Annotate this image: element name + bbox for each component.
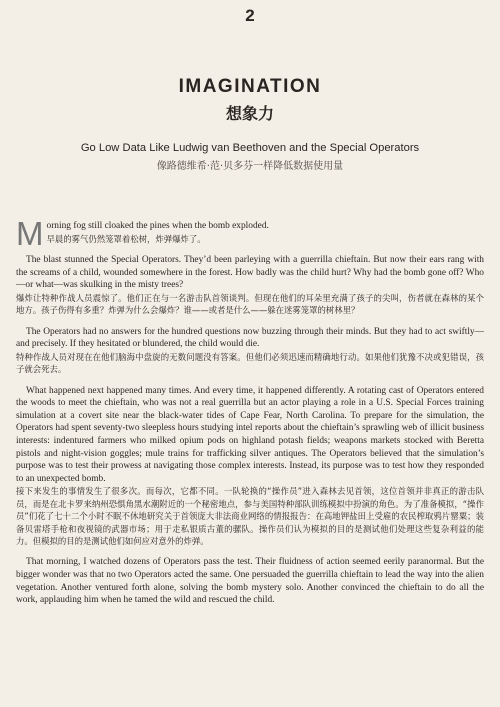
chapter-number: 2 bbox=[245, 6, 255, 25]
paragraph-1-chinese: 早晨的雾气仍然笼罩着松树，炸弹爆炸了。 bbox=[46, 233, 206, 244]
opening-paragraph bbox=[16, 215, 484, 252]
chapter-subtitle-chinese: 像路德维希·范·贝多芬一样降低数据使用量 bbox=[156, 161, 344, 172]
paragraph-3-english: The Operators had no answers for the hundred questions now buzzing through their minds. But they had to act swiftly—and precisely. If they hesitated or blundered, the child would die. bbox=[16, 326, 484, 350]
chapter-title: IMAGINATION bbox=[178, 76, 322, 97]
chapter-body bbox=[16, 215, 484, 607]
paragraph-2-english: The blast stunned the Special Operators. They’d been parleying with a guerrilla chieftain. But now their ears rang with the screams of a child, wounded somewhere in the forest. How badly was the child hurt? Why had the bomb gone off? Who—or what—was skulking in the misty trees? bbox=[16, 255, 484, 291]
paragraph-5-english: That morning, I watched dozens of Operators pass the test. Their fluidness of action seemed eerily paranormal. But the bigger wonder was that no two Operators acted the same. One persuaded the guerrilla chieftain to lead the way into the alien vegetation. Another ventured forth alone, solving the bomb mystery solo. Another convinced the chieftain to do all the work, applauding him when he tamed the wild and rescued the child. bbox=[16, 557, 484, 606]
chapter-subtitle: Go Low Data Like Ludwig van Beethoven and the Special Operators bbox=[80, 142, 420, 154]
paragraph-2-chinese: 爆炸让特种作战人员震惊了。他们正在与一名游击队首领谈判。但现在他们的耳朵里充满了孩子的尖叫，伤者就在森林的某个地方。孩子伤得有多重？炸弹为什么会爆炸？谁——或者是什么——躲在迷雾笼罩的树林里？ bbox=[16, 292, 484, 316]
chapter-title-chinese: 想象力 bbox=[225, 104, 274, 123]
paragraph-1-english: orning fog still cloaked the pines when the bomb exploded. bbox=[46, 221, 269, 231]
paragraph-4-english: What happened next happened many times. And every time, it happened differently. A rotating cast of Operators entered the woods to meet the chieftain, who was not a real guerrilla but an actor playing a role in a U.S. Special Forces training simulation at a covert site near the black-water tides of Cape Fear, North Carolina. To prepare for the simulation, the Operators had spent seventy-two sleepless hours studying intel reports about the chieftain’s sprawling web of illicit business interests: indentured farmers who milked opium pods on highland potash fields; weapons markets stocked with Beretta pistols and night-vision goggles; mule trains for trafficking silver antiques. The Operators believed that the simulation’s purpose was to test their prowess at navigating those complex interests. Instead, its purpose was to test how they responded to an unexpected bomb. bbox=[16, 385, 484, 484]
paragraph-4-chinese: 接下来发生的事情发生了很多次。而每次，它都不同。一队轮换的“操作员”进入森林去见首领，这位首领并非真正的游击队员，而是在北卡罗来纳州恐惧角黑水潮附近的一个秘密地点，参与美国特种部队训练模拟中扮演的角色。为了准备模拟，“操作员”们花了七十二个小时不眠不休地研究关于首领庞大非法商业网络的情报报告：在高地钾盐田上受雇的农民榨取鸦片罂粟；装备贝雷塔手枪和夜视镜的武器市场；用于走私银质古董的骡队。操作员们认为模拟的目的是测试他们处理这些复杂利益的能力。但模拟的目的是测试他们如何应对意外的炸弹。 bbox=[16, 486, 484, 546]
paragraph-3-chinese: 特种作战人员对现在在他们脑海中盘旋的无数问题没有答案。但他们必须迅速而精确地行动。如果他们犹豫不决或犯错误，孩子就会死去。 bbox=[16, 351, 484, 375]
drop-cap: M bbox=[16, 215, 44, 252]
